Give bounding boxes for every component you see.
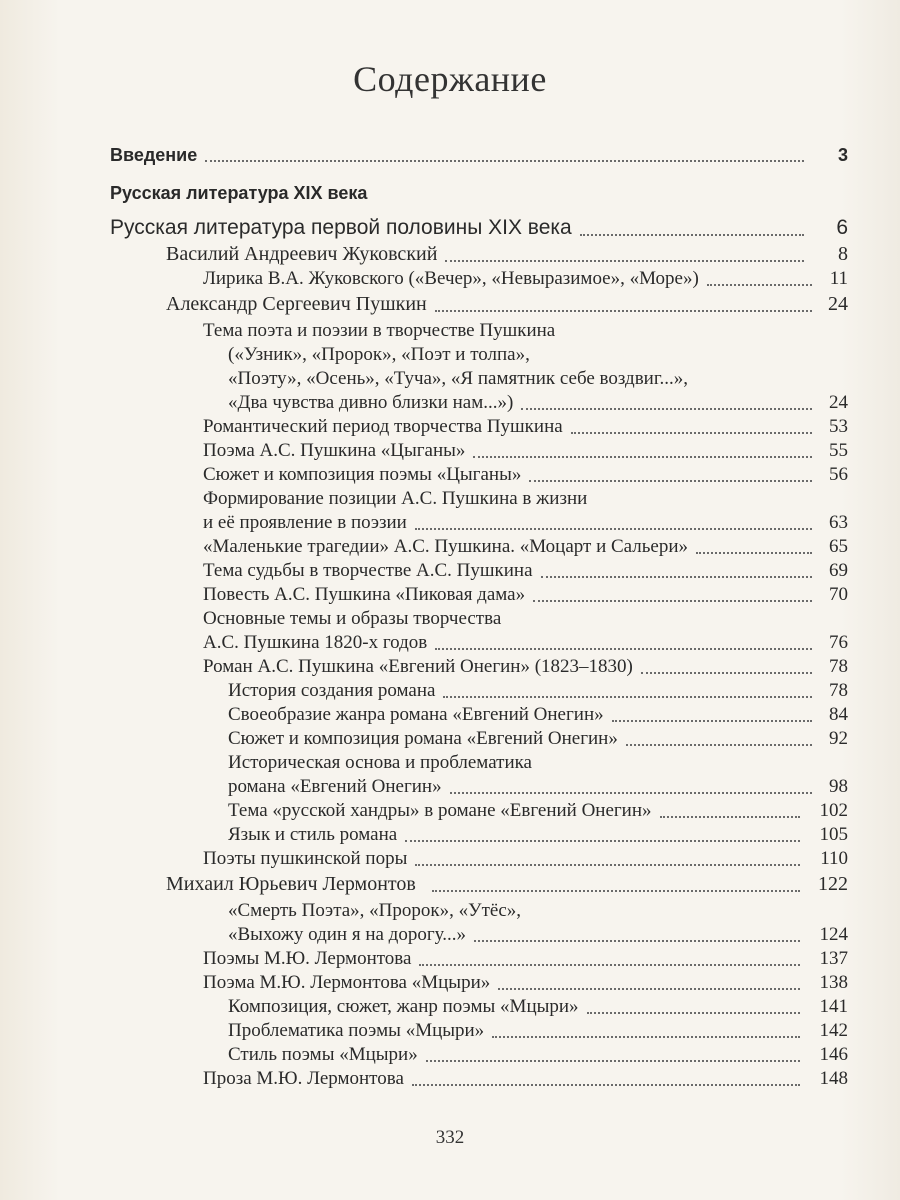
- toc-entry[interactable]: [203, 558, 848, 582]
- toc-entry[interactable]: [228, 390, 848, 414]
- toc-entry-label: Язык и стиль романа: [228, 824, 398, 845]
- toc-entry[interactable]: [228, 678, 848, 702]
- toc-entry-label: «Выхожу один я на дорогу...»: [228, 924, 466, 945]
- leader-dots: [450, 792, 812, 794]
- toc-entry-page: 122: [818, 873, 848, 895]
- toc-entry-page: 110: [820, 848, 848, 869]
- toc-entry-label: Тема «русской хандры» в романе «Евгений Онегин»: [228, 800, 652, 821]
- leader-dots: [660, 816, 800, 818]
- toc-entry[interactable]: [203, 946, 848, 970]
- toc-entry[interactable]: [203, 654, 848, 678]
- toc-entry-page: 148: [819, 1068, 848, 1089]
- toc-entry-label: романа «Евгений Онегин»: [228, 776, 442, 797]
- toc-section-heading: [110, 180, 848, 204]
- toc-entry-label: «Смерть Поэта», «Пророк», «Утёс»,: [228, 900, 521, 921]
- toc-entry-label: Поэма М.Ю. Лермонтова «Мцыри»: [203, 972, 491, 993]
- toc-entry-page: 102: [819, 800, 848, 821]
- toc-entry-page: 105: [819, 824, 848, 845]
- toc-entry[interactable]: [228, 922, 848, 946]
- toc-entry[interactable]: [203, 510, 848, 534]
- leader-dots: [435, 648, 812, 650]
- leader-dots: [405, 840, 800, 842]
- toc-entry[interactable]: [228, 822, 848, 846]
- toc-entry[interactable]: [203, 438, 848, 462]
- leader-dots: [641, 672, 812, 674]
- toc-entry-page: 11: [829, 268, 848, 289]
- toc-entry-label: Романтический период творчества Пушкина: [203, 416, 563, 437]
- toc-entry-label: «Поэту», «Осень», «Туча», «Я памятник себе воздвиг...»,: [228, 368, 688, 389]
- page-title: Содержание: [353, 59, 547, 99]
- toc-entry-line[interactable]: [228, 750, 848, 774]
- toc-entry-page: 53: [829, 416, 848, 437]
- toc-entry[interactable]: [228, 1018, 848, 1042]
- toc-entry-page: 138: [819, 972, 848, 993]
- toc-entry-line[interactable]: [228, 342, 848, 366]
- toc-entry[interactable]: [228, 774, 848, 798]
- toc-entry-page: 55: [829, 440, 848, 461]
- toc-entry[interactable]: [203, 846, 848, 870]
- leader-dots: [432, 890, 800, 892]
- toc-entry-label: Своеобразие жанра романа «Евгений Онегин»: [228, 704, 604, 725]
- toc-entry-line[interactable]: [228, 366, 848, 390]
- toc-entry-page: 70: [829, 584, 848, 605]
- toc-entry-page: 92: [829, 728, 848, 749]
- toc-entry-page: 24: [828, 293, 848, 315]
- leader-dots: [205, 160, 804, 162]
- toc-entry-label: Сюжет и композиция поэмы «Цыганы»: [203, 464, 522, 485]
- page-number: 332: [435, 1127, 465, 1148]
- toc-entry-page: 63: [829, 512, 848, 533]
- leader-dots: [445, 260, 804, 262]
- toc-entry[interactable]: [203, 462, 848, 486]
- toc-entry-author[interactable]: [166, 292, 848, 316]
- toc-entry-author[interactable]: [166, 872, 848, 896]
- leader-dots: [415, 864, 800, 866]
- leader-dots: [435, 310, 812, 312]
- toc-entry[interactable]: [228, 702, 848, 726]
- toc-entry-page: 69: [829, 560, 848, 581]
- toc-entry-page: 137: [819, 948, 848, 969]
- toc-entry-page: 8: [838, 243, 848, 265]
- toc-entry[interactable]: [203, 582, 848, 606]
- toc-entry-label: «Два чувства дивно близки нам...»): [228, 392, 514, 413]
- leader-dots: [571, 432, 812, 434]
- toc-entry-label: Проблематика поэмы «Мцыри»: [228, 1020, 485, 1041]
- toc-entry-label: Повесть А.С. Пушкина «Пиковая дама»: [203, 584, 526, 605]
- leader-dots: [473, 456, 812, 458]
- toc-entry[interactable]: [203, 970, 848, 994]
- leader-dots: [412, 1084, 800, 1086]
- toc-entry-label: Поэма А.С. Пушкина «Цыганы»: [203, 440, 466, 461]
- leader-dots: [498, 988, 800, 990]
- leader-dots: [580, 234, 804, 236]
- toc-entry-part[interactable]: [110, 216, 848, 240]
- toc-entry-label: История создания романа: [228, 680, 436, 701]
- toc-entry-label: Стиль поэмы «Мцыри»: [228, 1044, 418, 1065]
- toc-entry[interactable]: [203, 266, 848, 290]
- leader-dots: [426, 1060, 800, 1062]
- toc-entry[interactable]: [228, 798, 848, 822]
- toc-entry-introduction[interactable]: [110, 142, 848, 166]
- leader-dots: [492, 1036, 800, 1038]
- toc-entry-label: Роман А.С. Пушкина «Евгений Онегин» (1823–1830): [203, 656, 633, 677]
- toc-entry-page: 3: [837, 145, 848, 165]
- leader-dots: [419, 964, 800, 966]
- leader-dots: [612, 720, 812, 722]
- toc-entry-label: Тема судьбы в творчестве А.С. Пушкина: [203, 560, 533, 581]
- toc-entry-label: Лирика В.А. Жуковского («Вечер», «Невыразимое», «Море»): [203, 268, 699, 289]
- leader-dots: [587, 1012, 800, 1014]
- toc-entry-label: Поэмы М.Ю. Лермонтова: [203, 948, 412, 969]
- toc-entry-label: Поэты пушкинской поры: [203, 848, 408, 869]
- toc-entry-line[interactable]: [203, 318, 848, 342]
- toc-entry-label: и её проявление в поэзии: [203, 512, 407, 533]
- toc-entry-label: Введение: [110, 145, 198, 165]
- toc-entry-page: 124: [819, 924, 848, 945]
- toc-entry-line[interactable]: [203, 486, 848, 510]
- toc-entry-page: 141: [819, 996, 848, 1017]
- toc-entry-page: 142: [819, 1020, 848, 1041]
- toc-entry[interactable]: [203, 534, 848, 558]
- toc-entry-label: Русская литература первой половины XIX века: [110, 216, 572, 239]
- toc-entry[interactable]: [228, 994, 848, 1018]
- leader-dots: [696, 552, 812, 554]
- toc-entry-label: «Маленькие трагедии» А.С. Пушкина. «Моцарт и Сальери»: [203, 536, 689, 557]
- toc-entry-label: Сюжет и композиция романа «Евгений Онегин»: [228, 728, 618, 749]
- toc-entry-label: Композиция, сюжет, жанр поэмы «Мцыри»: [228, 996, 579, 1017]
- leader-dots: [626, 744, 812, 746]
- leader-dots: [541, 576, 812, 578]
- toc-entry-label: Русская литература XIX века: [110, 183, 368, 203]
- leader-dots: [521, 408, 812, 410]
- toc-entry-page: 56: [829, 464, 848, 485]
- toc-entry-page: 78: [829, 656, 848, 677]
- toc-entry-label: Михаил Юрьевич Лермонтов: [166, 873, 416, 895]
- toc-entry-label: Основные темы и образы творчества: [203, 608, 502, 629]
- leader-dots: [529, 480, 812, 482]
- toc-entry-label: Александр Сергеевич Пушкин: [166, 293, 427, 315]
- toc-entry-label: Формирование позиции А.С. Пушкина в жизни: [203, 488, 588, 509]
- toc-entry-page: 76: [829, 632, 848, 653]
- toc-entry-page: 65: [829, 536, 848, 557]
- toc-entry-page: 24: [829, 392, 848, 413]
- toc-entry-label: А.С. Пушкина 1820-х годов: [203, 632, 428, 653]
- toc-entry[interactable]: [203, 1066, 848, 1090]
- toc-entry-label: Василий Андреевич Жуковский: [166, 243, 438, 265]
- leader-dots: [533, 600, 812, 602]
- toc-entry-label: Историческая основа и проблематика: [228, 752, 532, 773]
- leader-dots: [443, 696, 812, 698]
- toc-entry[interactable]: [203, 630, 848, 654]
- toc-entry-line[interactable]: [203, 606, 848, 630]
- toc-entry[interactable]: [203, 414, 848, 438]
- toc-entry[interactable]: [228, 726, 848, 750]
- leader-dots: [474, 940, 800, 942]
- toc-entry-label: Проза М.Ю. Лермонтова: [203, 1068, 404, 1089]
- toc-entry-page: 146: [819, 1044, 848, 1065]
- leader-dots: [707, 284, 812, 286]
- toc-entry-label: Тема поэта и поэзии в творчестве Пушкина: [203, 320, 556, 341]
- toc-entry-page: 84: [829, 704, 848, 725]
- toc-entry-page: 6: [836, 216, 848, 239]
- leader-dots: [415, 528, 812, 530]
- toc-entry-page: 78: [829, 680, 848, 701]
- toc-entry-label: («Узник», «Пророк», «Поэт и толпа»,: [228, 344, 530, 365]
- toc-entry[interactable]: [228, 1042, 848, 1066]
- toc-entry-author[interactable]: [166, 242, 848, 266]
- toc-entry-page: 98: [829, 776, 848, 797]
- toc-entry-line[interactable]: [228, 898, 848, 922]
